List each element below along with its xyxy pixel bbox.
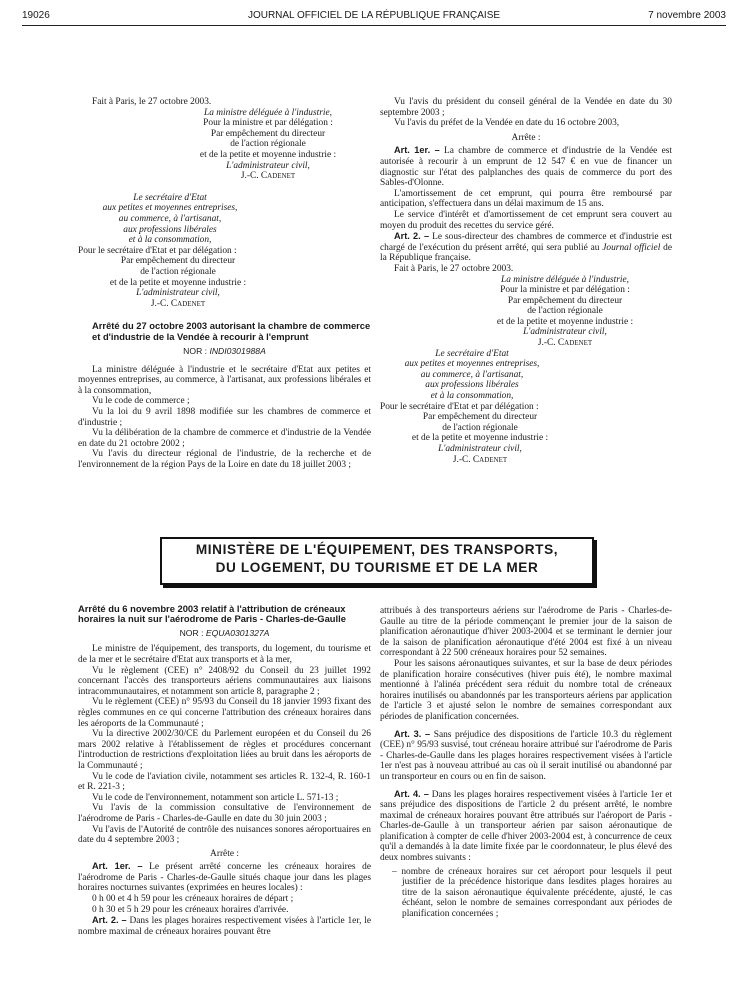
- visa-paragraph: Vu l'avis du directeur régional de l'industrie, de la recherche et de l'environnement de la région Pays de la Loire en date du 18 juillet 2003 ;: [78, 449, 371, 471]
- signature-secretaire: [78, 193, 371, 310]
- signer-title: L'administrateur civil,: [438, 444, 522, 454]
- delegation-line: Par empêchement du directeur: [507, 295, 623, 306]
- journal-title: JOURNAL OFFICIEL DE LA RÉPUBLIQUE FRANÇAISE: [247, 10, 501, 21]
- article-3: [380, 729, 672, 783]
- delegation-line: Par empêchement du directeur: [422, 412, 538, 423]
- ministry-line-2: DU LOGEMENT, DU TOURISME ET DE LA MER: [215, 560, 539, 575]
- delegation-line: de l'action régionale: [230, 139, 306, 150]
- top-right-column: [380, 97, 672, 465]
- ministry-banner: [160, 537, 594, 585]
- visa-paragraph: Vu le règlement (CEE) n° 2408/92 du Conseil du 23 juillet 1992 concernant l'accès des transporteurs aériens communautaires aux liaisons intracommunautaires, et notamment son article 8, paragraphe 2 ;: [78, 665, 371, 697]
- arrete-label: Arrête :: [511, 132, 541, 143]
- list-item: – nombre de créneaux horaires sur cet aéroport pour lesquels il peut justifier de la précédence historique dans lesdites plages horaires au titre de la saison aéronautique équivalente précédente, ajusté, le cas échéant, selon le nombre de semaines correspondant aux périodes de planification concernées ;: [392, 866, 672, 920]
- nor-label: NOR :: [183, 346, 208, 357]
- visa-paragraph: Vu le code de l'aviation civile, notamment ses articles R. 132-4, R. 160-1 et R. 221-3 ;: [78, 771, 371, 793]
- time-slot: 0 h 00 et 4 h 59 pour les créneaux horaires de départ ;: [92, 894, 294, 905]
- signature-ministre: [168, 108, 368, 182]
- signer-title: L'administrateur civil,: [226, 160, 310, 171]
- signer-role-line: au commerce, à l'artisanat,: [118, 213, 222, 224]
- signer-role-line: et à la consommation,: [128, 235, 212, 246]
- nor-code: INDI0301988A: [209, 346, 266, 357]
- signature-secretaire: [380, 349, 672, 466]
- ministry-line-1: MINISTÈRE DE L'ÉQUIPEMENT, DES TRANSPORTS,: [195, 542, 559, 557]
- visa-paragraph: Vu l'avis du président du conseil général de la Vendée en date du 30 septembre 2003 ;: [380, 97, 672, 118]
- signer-role-line: Le secrétaire d'Etat: [133, 192, 207, 203]
- visa-paragraph: Vu l'avis du préfet de la Vendée en date du 16 octobre 2003,: [394, 118, 620, 129]
- article-text: Le présent arrêté concerne les créneaux horaires de l'aérodrome de Paris - Charles-de-Gaulle situés chaque jour dans les plages horaires nocturnes suivantes (exprimées en heures locales) :: [78, 862, 371, 894]
- nor-reference: [78, 346, 371, 357]
- delegation-line: Par empêchement du directeur: [210, 128, 326, 139]
- paragraph: Le service d'intérêt et d'amortissement de cet emprunt sera couvert au moyen du produit des recettes du service géré.: [380, 209, 672, 231]
- article-text: Sans préjudice des dispositions de l'article 10.3 du règlement (CEE) n° 95/93 susvisé, tout créneau horaire attribué sur l'aérodrome de Paris - Charles-de-Gaulle dans les plages horaires respectivement visées à l'article 1er n'est pas à nouveau attribué au cas où il serait inutilisé ou abandonné par un transporteur en cours ou en fin de saison.: [380, 729, 673, 782]
- signer-title: L'administrateur civil,: [523, 327, 607, 338]
- signer-role-line: aux petites et moyennes entreprises,: [404, 359, 540, 370]
- nor-reference: [78, 628, 371, 639]
- page-header: [22, 10, 726, 26]
- signer-title: L'administrateur civil,: [136, 288, 220, 299]
- nor-code: EQUA0301327A: [205, 627, 270, 638]
- article-1: [380, 145, 672, 188]
- article-label: Art. 1er. –: [394, 145, 440, 156]
- delegation-line: et de la petite et moyenne industrie :: [199, 149, 337, 160]
- signer-role: La ministre déléguée à l'industrie,: [501, 274, 629, 285]
- delegation-line: Pour le secrétaire d'Etat et par délégation :: [78, 245, 237, 256]
- signer-role-line: aux professions libérales: [123, 224, 217, 235]
- journal-name: Journal officiel: [602, 242, 661, 253]
- visa-paragraph: Vu la loi du 9 avril 1898 modifiée sur les chambres de commerce et d'industrie ;: [78, 407, 371, 428]
- article-label: Art. 2. –: [394, 231, 430, 242]
- visa-paragraph: Le ministre de l'équipement, des transports, du logement, du tourisme et de la mer et le secrétaire d'Etat aux transports et à la mer,: [78, 644, 371, 665]
- signer-role-line: au commerce, à l'artisanat,: [420, 369, 524, 380]
- paragraph: Pour les saisons aéronautiques suivantes, et sur la base de deux périodes de planification horaire consécutives (hiver puis été), le nombre maximal mentionné à l'alinéa précédent sera réduit du nombre total de créneaux horaires inutilisés ou abandonnés par les transporteurs aériens par application de l'article 3 et ajusté selon le nombre de semaines correspondant aux périodes de planification concernées.: [380, 658, 672, 722]
- article-text: Le sous-directeur des chambres de commerce et d'industrie est chargé de l'exécution du présent arrêté, qui sera publié au: [380, 232, 672, 253]
- signer-name: J.-C. Cadenet: [240, 171, 296, 182]
- delegation-line: Pour la ministre et par délégation :: [203, 118, 333, 129]
- visa-paragraph: Vu la délibération de la chambre de commerce et d'industrie de la Vendée en date du 21 octobre 2002 ;: [78, 428, 371, 449]
- nor-label: NOR :: [179, 627, 204, 638]
- signer-role-line: Le secrétaire d'Etat: [435, 348, 509, 359]
- article-label: Art. 4. –: [394, 788, 429, 799]
- visa-paragraph: Vu la directive 2002/30/CE du Parlement européen et du Conseil du 26 mars 2002 relative à l'établissement de règles et procédures concernant l'introduction de restrictions d'exploitation liées au bruit dans les aéroports de la Communauté ;: [78, 729, 371, 771]
- paragraph: L'amortissement de cet emprunt, qui pourra être remboursé par anticipation, s'effectuera dans un délai maximum de 15 ans.: [380, 188, 672, 210]
- signer-role: La ministre déléguée à l'industrie,: [204, 107, 332, 118]
- article-1: [78, 861, 371, 894]
- visa-paragraph: Vu le règlement (CEE) n° 95/93 du Conseil du 18 janvier 1993 fixant des règles communes en ce qui concerne l'attribution des créneaux horaires dans les aéroports de la Communauté ;: [78, 697, 371, 729]
- arrete-title: Arrêté du 6 novembre 2003 relatif à l'attribution de créneaux horaires la nuit sur l'aérodrome de Paris - Charles-de-Gaulle: [78, 603, 346, 625]
- fait-line: Fait à Paris, le 27 octobre 2003.: [394, 263, 514, 274]
- delegation-line: de l'action régionale: [442, 422, 518, 433]
- signature-ministre: [460, 275, 670, 349]
- article-label: Art. 1er. –: [92, 861, 143, 872]
- bottom-right-column: [380, 606, 672, 920]
- delegation-line: Par empêchement du directeur: [120, 256, 236, 267]
- signer-name: J.-C. Cadenet: [452, 454, 508, 465]
- article-text: Dans les plages horaires respectivement visées à l'article 1er et sans préjudice des dispositions de l'article 2 du présent arrêté, le nombre maximal de créneaux horaires pouvant être attribués sur l'aéroport de Paris - Charles-de-Gaulle à un transporteur aérien par saison aéronautique de planification à compter de celle d'hiver 2003-2004 est, à concurrence de ceux qu'il a demandés à la date limite fixée par le coordonnateur, le plus élevé des deux nombres suivants :: [380, 789, 673, 864]
- fait-line: Fait à Paris, le 27 octobre 2003.: [92, 97, 212, 107]
- arrete-title: Arrêté du 27 octobre 2003 autorisant la chambre de commerce et d'industrie de la Vendée à recourir à l'emprunt: [92, 320, 371, 342]
- visa-paragraph: Vu le code de commerce ;: [92, 396, 190, 407]
- arrete-label: Arrête :: [210, 848, 239, 859]
- delegation-line: et de la petite et moyenne industrie :: [496, 316, 634, 327]
- article-2: [380, 231, 672, 264]
- article-4: [380, 789, 672, 864]
- time-slot: 0 h 30 et 5 h 29 pour les créneaux horaires d'arrivée.: [92, 904, 289, 915]
- visa-paragraph: Vu le code de l'environnement, notamment son article L. 571-13 ;: [92, 792, 339, 803]
- delegation-line: et de la petite et moyenne industrie :: [109, 277, 247, 288]
- signer-role-line: et à la consommation,: [430, 391, 514, 402]
- signer-role-line: aux professions libérales: [425, 380, 519, 391]
- article-label: Art. 3. –: [394, 728, 431, 739]
- article-text: La chambre de commerce et d'industrie de la Vendée est autorisée à recourir à un emprunt de 12 547 € en vue de financer un diagnostic sur l'état des palplanches des quais de commerce du port des Sables-d'Olonne.: [380, 146, 672, 189]
- signer-role-line: aux petites et moyennes entreprises,: [102, 203, 238, 214]
- article-label: Art. 2. –: [92, 915, 127, 926]
- paragraph: attribués à des transporteurs aériens sur l'aérodrome de Paris - Charles-de-Gaulle au titre de la période commençant le premier jour de la saison de planification aéronautique d'hiver 2003-2004 et se terminant le dernier jour de la saison de planification aéronautique d'été 2004 est fixé à un niveau correspondant à 22 500 créneaux horaires pour 52 semaines.: [380, 606, 672, 659]
- delegation-line: Pour le secrétaire d'Etat et par délégation :: [380, 401, 539, 412]
- issue-date: 7 novembre 2003: [648, 10, 726, 21]
- visa-paragraph: Vu l'avis de la commission consultative de l'environnement de l'aérodrome de Paris - Charles-de-Gaulle en date du 30 juin 2003 ;: [78, 803, 371, 824]
- article-text: Dans les plages horaires respectivement visées à l'article 1er, le nombre maximal de créneaux horaires pouvant être: [78, 916, 372, 937]
- top-left-column: [78, 97, 371, 471]
- article-2: [78, 915, 371, 937]
- visa-paragraph: Vu l'avis de l'Autorité de contrôle des nuisances sonores aéroportuaires en date du 4 septembre 2003 ;: [78, 824, 371, 846]
- delegation-line: et de la petite et moyenne industrie :: [411, 433, 549, 444]
- delegation-line: de l'action régionale: [527, 306, 603, 317]
- page-number: 19026: [22, 10, 50, 21]
- delegation-line: Pour la ministre et par délégation :: [500, 285, 630, 296]
- article-text: de la République française.: [380, 242, 672, 264]
- header-rule: [22, 25, 726, 26]
- signer-name: J.-C. Cadenet: [537, 338, 593, 349]
- signer-name: J.-C. Cadenet: [150, 298, 206, 309]
- delegation-line: de l'action régionale: [140, 266, 216, 277]
- bottom-left-column: [78, 604, 371, 937]
- visa-paragraph: La ministre déléguée à l'industrie et le secrétaire d'Etat aux petites et moyennes entreprises, au commerce, à l'artisanat, aux professions libérales et à la consommation,: [78, 364, 371, 396]
